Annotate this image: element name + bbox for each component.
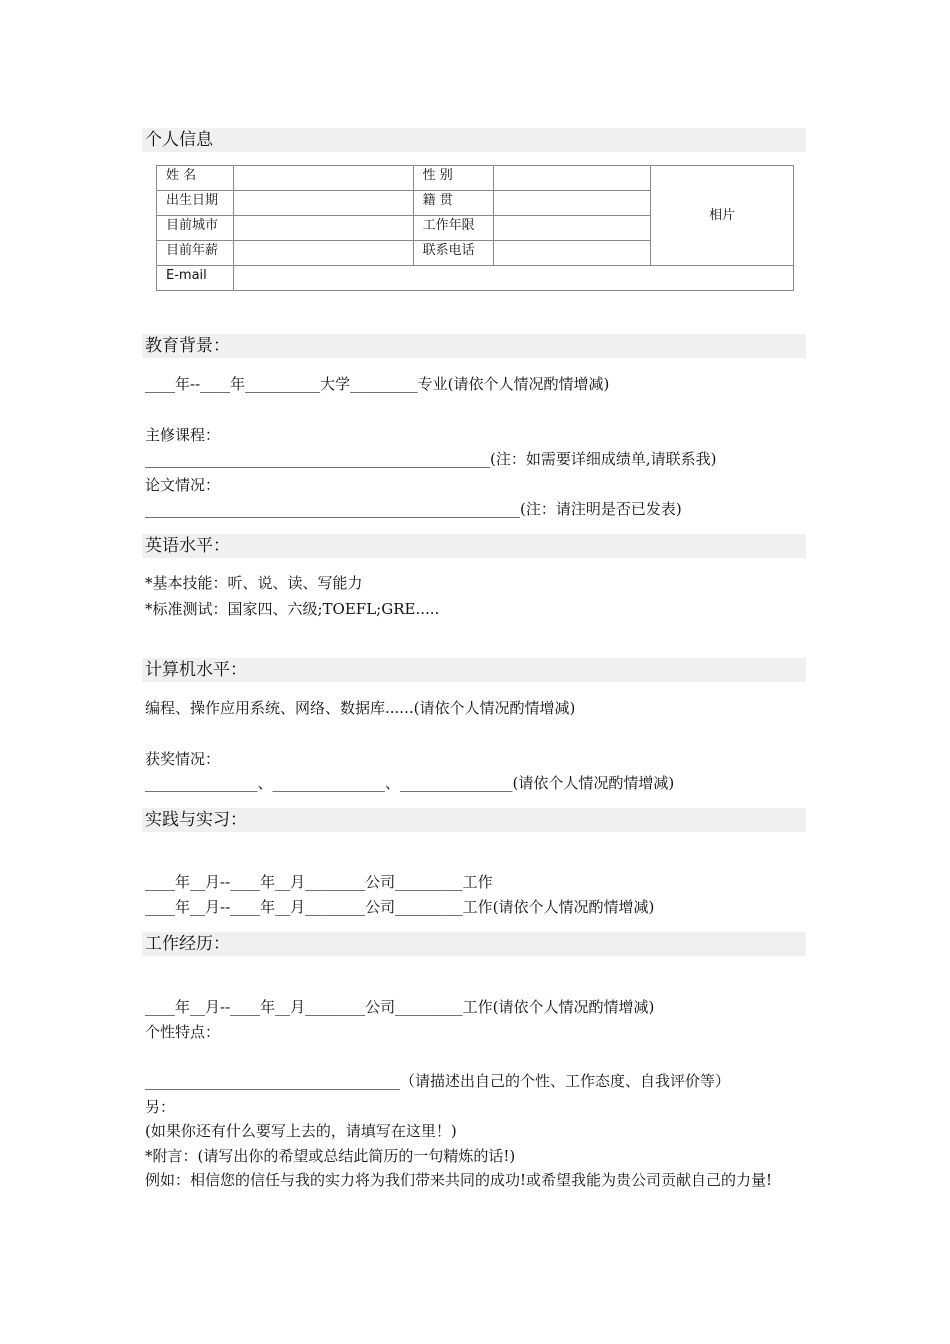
photo-box[interactable]: 相片 [651, 166, 794, 266]
appendix-line: *附言：(请写出你的希望或总结此简历的一句精炼的话!) [145, 1147, 516, 1165]
gender-field[interactable] [494, 166, 651, 191]
personal-info-table [156, 165, 794, 291]
section-personal-heading: 个人信息 [142, 128, 806, 152]
salary-label: 目前年薪 [157, 241, 234, 266]
years-field[interactable] [494, 216, 651, 241]
courses-line: ______________________________________________(注：如需要详细成绩单,请联系我) [145, 450, 717, 468]
other-label: 另： [145, 1098, 176, 1116]
work-line: ____年__月--____年__月________公司_________工作(请依个人情况酌情增减) [145, 998, 655, 1016]
english-skills: *基本技能：听、说、读、写能力 [145, 574, 363, 592]
salary-field[interactable] [233, 241, 413, 266]
phone-label: 联系电话 [413, 241, 494, 266]
section-english-heading: 英语水平： [142, 534, 806, 558]
awards-label: 获奖情况： [145, 750, 221, 768]
phone-field[interactable] [494, 241, 651, 266]
courses-label: 主修课程： [145, 426, 221, 444]
section-practice-heading: 实践与实习： [142, 808, 806, 832]
education-line: ____年--____年__________大学_________专业(请依个人情况酌情增减) [145, 375, 610, 393]
practice-line-1: ____年__月--____年__月________公司_________工作 [145, 873, 493, 891]
thesis-line: __________________________________________________(注：请注明是否已发表) [145, 500, 682, 518]
practice-line-2: ____年__月--____年__月________公司_________工作(请依个人情况酌情增减) [145, 898, 655, 916]
english-tests: *标准测试：国家四、六级;TOEFL;GRE..... [145, 600, 440, 618]
city-field[interactable] [233, 216, 413, 241]
thesis-label: 论文情况： [145, 476, 221, 494]
traits-label: 个性特点： [145, 1023, 221, 1041]
native-label: 籍 贯 [413, 191, 494, 216]
name-label: 姓 名 [157, 166, 234, 191]
traits-line: __________________________________（请描述出自己的个性、工作态度、自我评价等） [145, 1072, 731, 1090]
birth-label: 出生日期 [157, 191, 234, 216]
other-line: (如果你还有什么要写上去的，请填写在这里！) [145, 1122, 457, 1140]
native-field[interactable] [494, 191, 651, 216]
gender-label: 性 别 [413, 166, 494, 191]
section-computer-heading: 计算机水平： [142, 658, 806, 682]
example-line: 例如：相信您的信任与我的实力将为我们带来共同的成功!或希望我能为贵公司贡献自己的力量! [145, 1171, 773, 1189]
awards-line: _______________、_______________、_______________(请依个人情况酌情增减) [145, 774, 675, 792]
years-label: 工作年限 [413, 216, 494, 241]
email-label: E-mail [157, 266, 234, 291]
computer-line: 编程、操作应用系统、网络、数据库......(请依个人情况酌情增减) [145, 699, 576, 717]
city-label: 目前城市 [157, 216, 234, 241]
birth-field[interactable] [233, 191, 413, 216]
name-field[interactable] [233, 166, 413, 191]
email-field[interactable] [233, 266, 793, 291]
section-work-heading: 工作经历： [142, 932, 806, 956]
section-education-heading: 教育背景： [142, 334, 806, 358]
